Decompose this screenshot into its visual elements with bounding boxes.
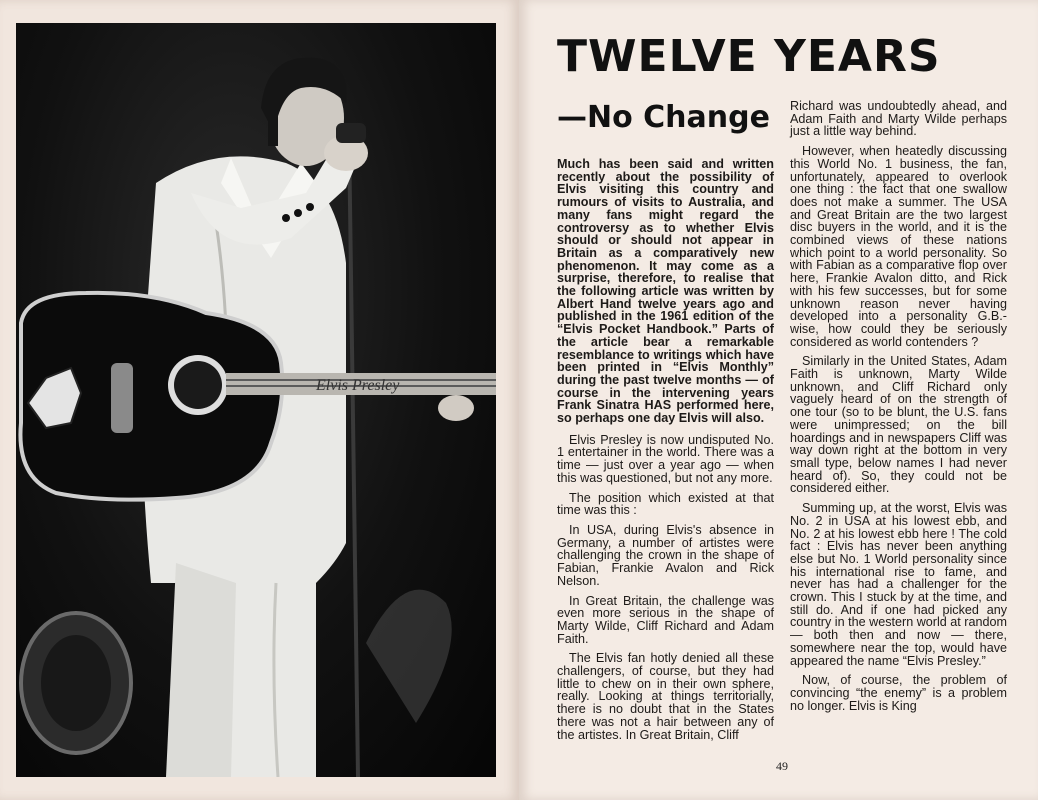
paragraph: However, when heatedly discussing this World No. 1 business, the fan, unfortunately, appeared to overlook one thing : the fact that one swallow does not make a summer. The USA and Great Britain are the two largest disc buyers in the world, and it is the combined views of these nations which point to a world personality. So with Fabian as a comparative flop over here, Frankie Avalon ditto, and Rick with his few successes, but for some unknown reason never having developed into a personality G.B.-wise, how could they be seriously considered as world contenders ? xyxy=(790,144,1007,349)
paragraph: Richard was undoubtedly ahead, and Adam Faith and Marty Wilde perhaps just a little way behind. xyxy=(790,99,1007,139)
paragraph: In Great Britain, the challenge was even more serious in the shape of Marty Wilde, Cliff Richard and Adam Faith. xyxy=(557,593,774,646)
paragraph: The position which existed at that time was this : xyxy=(557,490,774,518)
page-number: 49 xyxy=(776,759,788,773)
paragraph: Summing up, at the worst, Elvis was No. 2 in USA at his lowest ebb, and No. 2 at his lowest ebb here ! The cold fact : Elvis has never been anything else but No. 1 World personality since his international rise to fame, and never has had a challenger for the crown. This I stuck by at the time, and still do. And if one had picked any country in the western world at random — both then and now — there, somewhere near the top, would have appeared the name “Elvis Presley.” xyxy=(790,501,1007,668)
paragraph: The Elvis fan hotly denied all these challengers, of course, but they had little to chew on in their own sphere, really. Looking at things territorially, there is no doubt that in the States there was not a hair between any of the artistes. In Great Britain, Cliff xyxy=(557,651,774,742)
article-subtitle: —No Change xyxy=(557,100,770,135)
article-title: TWELVE YEARS xyxy=(557,31,941,82)
article-column-right xyxy=(790,100,1007,719)
performer-photo xyxy=(16,23,496,777)
stage-amp xyxy=(21,613,131,753)
guitar-inscription: Elvis Presley xyxy=(316,377,400,394)
paragraph: In USA, during Elvis's absence in Germany, a number of artistes were challenging the crown in the shape of Fabian, Frankie Avalon and Rick Nelson. xyxy=(557,522,774,588)
paragraph: Similarly in the United States, Adam Faith is unknown, Marty Wilde unknown, and Cliff Richard only vaguely heard of on the strength of one tour (so to be blunt, the U.S. fans were unimpressed; on the bill hoardings and in newspapers Cliff was way down right at the bottom in very small type, below names I had never heard of). So, they could not be considered either. xyxy=(790,354,1007,496)
performer-illustration xyxy=(16,23,496,777)
paragraph: Elvis Presley is now undisputed No. 1 entertainer in the world. There was a time — just over a year ago — when this was questioned, but not any more. xyxy=(557,432,774,485)
article-intro: Much has been said and written recently about the possibility of Elvis visiting this country and rumours of visits to Australia, and many fans might regard the controversy as to whether Elvis should or should not appear in Britain as a comparatively new phenomenon. It may come as a surprise, therefore, to realise that the following article was written by Albert Hand twelve years ago and published in the 1961 edition of the “Elvis Pocket Handbook.” Parts of the article bear a remarkable resemblance to writings which have been printed in “Elvis Monthly” during the past twelve months — of course in the intervening years Frank Sinatra HAS performed here, so perhaps one day Elvis will also. xyxy=(557,157,774,426)
paragraph: Now, of course, the problem of convincing “the enemy” is a problem no longer. Elvis is King xyxy=(790,673,1007,713)
article-column-left xyxy=(557,158,774,748)
